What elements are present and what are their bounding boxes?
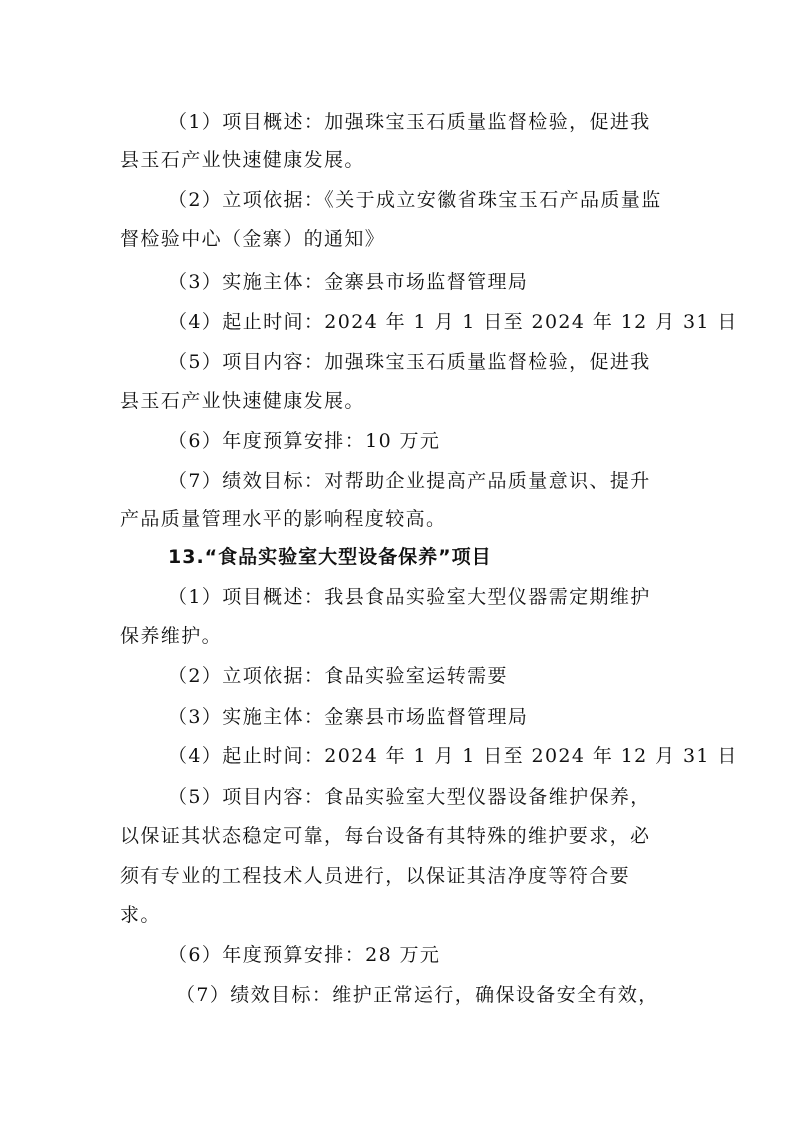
paragraph-line: （1）项目概述：我县食品实验室大型仪器需定期维护 xyxy=(168,586,651,608)
paragraph-line: （5）项目内容：食品实验室大型仪器设备维护保养， xyxy=(168,786,651,808)
paragraph-line: 县玉石产业快速健康发展。 xyxy=(120,149,365,171)
paragraph-line: 须有专业的工程技术人员进行，以保证其洁净度等符合要 xyxy=(120,865,631,887)
paragraph-line: 求。 xyxy=(120,904,161,926)
paragraph-line: （3）实施主体：金寨县市场监督管理局 xyxy=(168,706,529,728)
paragraph-line: 县玉石产业快速健康发展。 xyxy=(120,390,365,412)
paragraph-line: 以保证其状态稳定可靠，每台设备有其特殊的维护要求，必 xyxy=(120,825,651,847)
section-heading: 13.“食品实验室大型设备保养”项目 xyxy=(168,546,492,568)
paragraph-line: （7）绩效目标：对帮助企业提高产品质量意识、提升 xyxy=(168,470,651,492)
paragraph-line: （6）年度预算安排：28 万元 xyxy=(168,944,441,966)
paragraph-line: （7）绩效目标：维护正常运行，确保设备安全有效， xyxy=(176,984,659,1006)
paragraph-line: （5）项目内容：加强珠宝玉石质量监督检验，促进我 xyxy=(168,351,651,373)
paragraph-line: （2）立项依据：《关于成立安徽省珠宝玉石产品质量监 xyxy=(168,189,662,211)
paragraph-line: （4）起止时间：2024 年 1 月 1 日至 2024 年 12 月 31 日 xyxy=(168,745,738,767)
paragraph-line: （4）起止时间：2024 年 1 月 1 日至 2024 年 12 月 31 日 xyxy=(168,311,738,333)
paragraph-line: （2）立项依据：食品实验室运转需要 xyxy=(168,665,508,687)
paragraph-line: 保养维护。 xyxy=(120,625,223,647)
paragraph-line: （1）项目概述：加强珠宝玉石质量监督检验，促进我 xyxy=(168,111,651,133)
paragraph-line: （6）年度预算安排：10 万元 xyxy=(168,430,441,452)
paragraph-line: 产品质量管理水平的影响程度较高。 xyxy=(120,508,447,530)
paragraph-line: （3）实施主体：金寨县市场监督管理局 xyxy=(168,271,529,293)
paragraph-line: 督检验中心（金寨）的通知》 xyxy=(120,228,386,250)
